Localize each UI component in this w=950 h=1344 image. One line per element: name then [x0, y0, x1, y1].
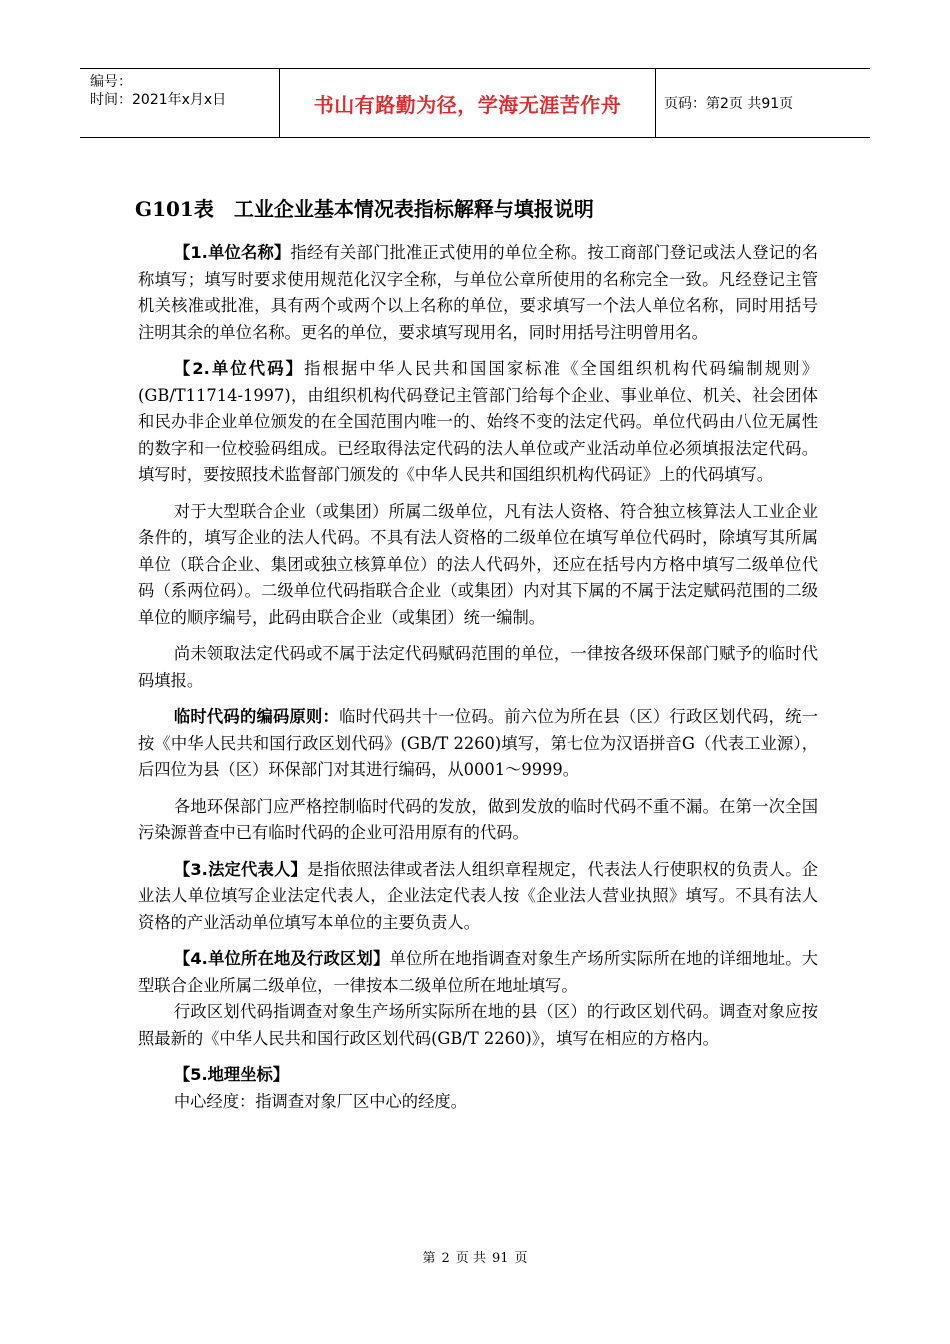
header-page-info: 页码：第2页 共91页 [664, 96, 794, 112]
document-body [138, 240, 818, 1115]
footer-suffix: 页 [514, 1251, 528, 1266]
document-title: G101表 工业企业基本情况表指标解释与填报说明 [135, 197, 594, 221]
paragraph [138, 240, 818, 346]
paragraph [138, 999, 818, 1052]
paragraph-text: 各地环保部门应严格控制临时代码的发放，做到发放的临时代码不重不漏。在第一次全国污染源普查中已有临时代码的企业可沿用原有的代码。 [138, 796, 818, 842]
paragraph-text: 是指依照法律或者法人组织章程规定，代表法人行使职权的负责人。企业法人单位填写企业法定代表人，企业法定代表人按《企业法人营业执照》填写。不具有法人资格的产业活动单位填写本单位的主要负责人。 [138, 859, 818, 932]
paragraph-text: 尚未领取法定代码或不属于法定代码赋码范围的单位，一律按各级环保部门赋予的临时代码填报。 [138, 644, 818, 690]
paragraph-text: 临时代码共十一位码。前六位为所在县（区）行政区划代码，统一按《中华人民共和国行政区划代码》(GB/T 2260)填写，第七位为汉语拼音G（代表工业源），后四位为县（区）环保部门对其进行编码，从0001～9999。 [138, 707, 818, 779]
paragraph-text: 指经有关部门批准正式使用的单位全称。按工商部门登记或法人登记的名称填写；填写时要求使用规范化汉字全称，与单位公章所使用的名称完全一致。凡经登记主管机关核准或批准，具有两个或两个以上名称的单位，要求填写一个法人单位名称，同时用括号注明其余的单位名称。更名的单位，要求填写现用名，同时用括号注明曾用名。 [138, 243, 818, 342]
paragraph [138, 1089, 818, 1116]
paragraph [138, 356, 818, 489]
page-footer [0, 1247, 950, 1266]
footer-total-pages: 91 [491, 1251, 509, 1266]
paragraph [138, 1062, 818, 1089]
footer-page-number: 2 [441, 1251, 450, 1266]
paragraph-text: 指根据中华人民共和国国家标准《全国组织机构代码编制规则》(GB/T11714-1997)，由组织机构代码登记主管部门给每个企业、事业单位、机关、社会团体和民办非企业单位颁发的在全国范围内唯一的、始终不变的法定代码。单位代码由八位无属性的数字和一位校验码组成。已经取得法定代码的法人单位或产业活动单位必须填报法定代码。填写时，要按照技术监督部门颁发的《中华人民共和国组织机构代码证》上的代码填写。 [138, 359, 818, 484]
paragraph-text: 行政区划代码指调查对象生产场所实际所在地的县（区）的行政区划代码。调查对象应按照最新的《中华人民共和国行政区划代码(GB/T 2260)》，填写在相应的方格内。 [138, 1002, 818, 1048]
paragraph-text: 对于大型联合企业（或集团）所属二级单位，凡有法人资格、符合独立核算法人工业企业条件的，填写企业的法人代码。不具有法人资格的二级单位在填写单位代码时，除填写其所属单位（联合企业、集团或独立核算单位）的法人代码外，还应在括号内方格中填写二级单位代码（系两位码）。二级单位代码指联合企业（或集团）内对其下属的不属于法定赋码范围的二级单位的顺序编号，此码由联合企业（或集团）统一编制。 [138, 501, 818, 627]
paragraph-text: 单位所在地指调查对象生产场所实际所在地的详细地址。大型联合企业所属二级单位，一律按本二级单位所在地址填写。 [138, 949, 818, 995]
paragraph-lead: 【3.法定代表人】 [173, 859, 308, 879]
paragraph [138, 857, 818, 937]
paragraph-lead: 【5.地理坐标】 [173, 1065, 290, 1084]
paragraph-lead: 【2.单位代码】 [173, 359, 305, 378]
page-header [80, 68, 870, 138]
footer-middle: 页 共 [455, 1251, 486, 1266]
paragraph [138, 641, 818, 694]
paragraph [138, 499, 818, 632]
header-time: 时间：2021年x月x日 [90, 92, 227, 108]
paragraph [138, 794, 818, 847]
paragraph [138, 946, 818, 999]
header-info [80, 69, 280, 137]
footer-prefix: 第 [422, 1251, 436, 1266]
paragraph-text: 中心经度：指调查对象厂区中心的经度。 [173, 1091, 467, 1111]
paragraph-lead: 【4.单位所在地及行政区划】 [173, 949, 390, 968]
header-motto: 书山有路勤为径，学海无涯苦作舟 [280, 69, 656, 137]
paragraph-lead: 临时代码的编码原则： [173, 707, 340, 726]
header-number: 编号： [90, 74, 132, 90]
paragraph-lead: 【1.单位名称】 [173, 243, 291, 262]
paragraph [138, 704, 818, 784]
